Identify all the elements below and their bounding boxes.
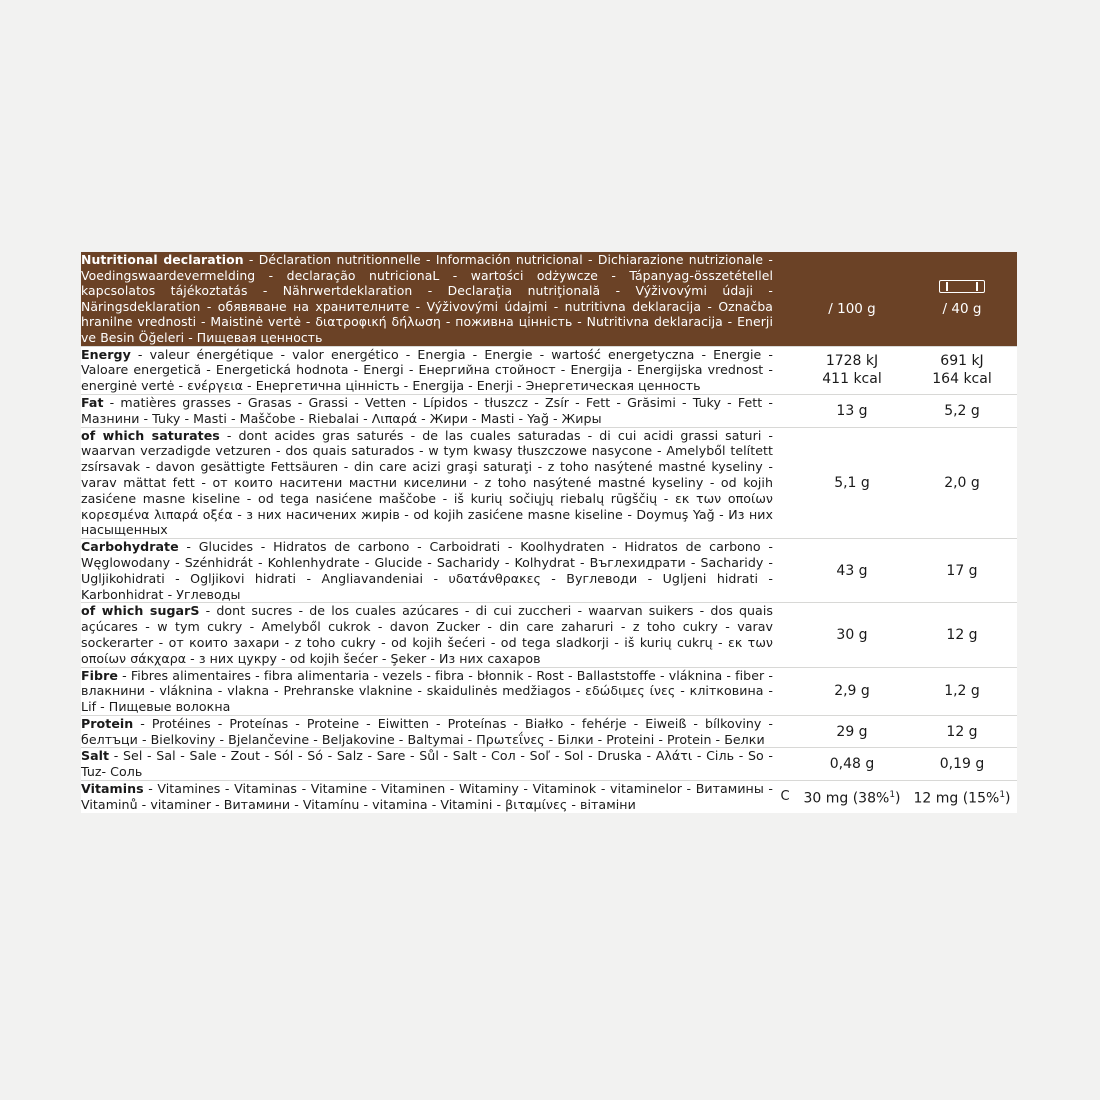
header-title-bold: Nutritional declaration [81, 252, 244, 267]
row-vitamin-salt [773, 748, 797, 781]
row-vitamin-fat [773, 394, 797, 427]
row-vitamin-letter: C [773, 781, 797, 813]
value-100g-protein: 29 g [797, 715, 907, 748]
value-100g-saturates: 5,1 g [797, 427, 907, 539]
table-row [81, 539, 1017, 603]
value-100g-carbohydrate: 43 g [797, 539, 907, 603]
value-40g-fat: 5,2 g [907, 394, 1017, 427]
nutrient-translations: - Fibres alimentaires - fibra alimentaria - vezels - fibra - błonnik - Rost - Ballaststoffe - vláknina - fiber - влакнини - vláknina - vlakna - Prehranske vlaknine - skaidulinės medžiagos - εδώδιμες ίνες - клітковина - Lif - Пищевые волокна [81, 667, 773, 715]
nutrient-translations: - dont sucres - de los cuales azúcares - di cui zuccheri - waarvan suikers - dos quais açúcares - w tym cukry - Amelyből cukrok - davon Zucker - din care zaharuri - z toho cukry - varav sockerarter - от които захари - z toho cukry - od kojih šećeri - od tega sladkorji - iš kurių cukrų - εκ των οποίων σάκχαρα - з них цукру - od kojih šećer - Şeker - Из них сахаров [81, 603, 773, 666]
value-40g-carbohydrate: 17 g [907, 539, 1017, 603]
value-40g-salt: 0,19 g [907, 748, 1017, 781]
table-row [81, 781, 1017, 813]
header-col-40g-label: / 40 g [942, 301, 982, 318]
nutrient-name: Salt [81, 748, 110, 764]
table-row [81, 667, 1017, 715]
row-label-sugars [81, 603, 773, 667]
nutrition-table-container [81, 252, 1017, 813]
table-row [81, 394, 1017, 427]
row-vitamin-sugars [773, 603, 797, 667]
cereal-bar-icon [939, 280, 985, 293]
row-label-fat [81, 394, 773, 427]
row-label-vitamins [81, 781, 773, 813]
nutrient-translations: - valeur énergétique - valor energético - Energia - Energie - wartość energetyczna - Energie - Valoare energetică - Energetická hodnota - Energi - Енергийна стойност - Energija - Energijska vrednost - energinė vertė - ενέργεια - Енергетична цінність - Energija - Enerji - Энергетическая ценность [81, 346, 773, 394]
nutrient-name: Fibre [81, 667, 118, 683]
table-header-row [81, 252, 1017, 346]
nutrient-name: Protein [81, 715, 134, 731]
table-row [81, 346, 1017, 394]
value-100g-sugars: 30 g [797, 603, 907, 667]
row-label-protein [81, 715, 773, 748]
nutrient-name: Energy [81, 346, 131, 362]
row-label-salt [81, 748, 773, 781]
table-row [81, 427, 1017, 539]
value-100g-salt: 0,48 g [797, 748, 907, 781]
value-40g-vitamins: 12 mg (15%$^1$) [907, 781, 1017, 813]
nutrient-name: Carbohydrate [81, 539, 179, 555]
row-label-fibre [81, 667, 773, 715]
nutrient-translations: - Protéines - Proteínas - Proteine - Eiwitten - Proteínas - Białko - fehérje - Eiweiß - bílkoviny - белтъци - Bielkoviny - Bjelančevine - Beljakovine - Baltymai - Πρωτεΐνες - Білки - Proteini - Protein - Белки [81, 715, 773, 747]
header-title-languages: - Déclaration nutritionnelle - Información nutricional - Dichiarazione nutrizionale - Voedingswaardevermelding - declaração nutricionaL - wartości odżywcze - Tápanyag-összetétellel kapcsolatos tájékoztatás - Nährwertdeklaration - Declaraţia nutriţională - Výživovými údaji - Näringsdeklaration - обявяване на хранителните - Výživovými údajmi - nutritivna deklaracija - Označba hranilne vrednosti - Maistinė vertė - διατροφική δήλωση - поживна цінність - Nutritivna deklaracija - Enerji ve Besin Öğeleri - Пищевая ценность [81, 252, 773, 345]
value-40g-fibre: 1,2 g [907, 667, 1017, 715]
nutrient-name: of which sugarS [81, 603, 200, 619]
row-vitamin-energy [773, 346, 797, 394]
nutrition-table [81, 252, 1017, 813]
nutrient-translations: - matières grasses - Grasas - Grassi - Vetten - Lípidos - tłuszcz - Zsír - Fett - Grăsimi - Tuky - Fett - Мазнини - Tuky - Masti - Maščobe - Riebalai - Λιπαρά - Жири - Masti - Yağ - Жиры [81, 394, 773, 426]
nutrient-name: of which saturates [81, 427, 220, 443]
row-vitamin-saturates [773, 427, 797, 539]
header-col-100g-label: / 100 g [828, 301, 876, 318]
nutrient-name: Vitamins [81, 781, 144, 797]
nutrient-translations: - Sel - Sal - Sale - Zout - Sól - Só - Salz - Sare - Sůl - Salt - Сол - Soľ - Sol - Druska - Αλάτι - Сіль - So - Tuz- Соль [81, 748, 773, 780]
value-40g-protein: 12 g [907, 715, 1017, 748]
value-40g-saturates: 2,0 g [907, 427, 1017, 539]
nutrient-name: Fat [81, 394, 104, 410]
table-row [81, 748, 1017, 781]
header-spacer-icon [797, 280, 907, 301]
table-row [81, 715, 1017, 748]
value-40g-energy: 691 kJ 164 kcal [907, 346, 1017, 394]
table-row [81, 603, 1017, 667]
nutrient-translations: - Vitamines - Vitaminas - Vitamine - Vitaminen - Witaminy - Vitaminok - vitaminelor - Витамины - Vitaminů - vitaminer - Витамини - Vitamínu - vitamina - Vitamini - βιταμίνες - вітаміни [81, 781, 773, 812]
header-declaration-text [81, 252, 773, 346]
value-100g-energy: 1728 kJ 411 kcal [797, 346, 907, 394]
nutrient-translations: - dont acides gras saturés - de las cuales saturadas - di cui acidi grassi saturi - waarvan verzadigde vetzuren - dos quais saturados - w tym kwasy tłuszczowe nasycone - Amelyből telített zsírsavak - davon gesättigte Fettsäuren - din care acizi graşi saturaţi - z toho nasýtené mastné kyseliny - varav mättat fett - от които наситени мастни киселини - z toho nasýtené mastné kyseliny - od kojih zasićene masne kiseline - od tega nasićene maščobe - iš kurių sočiųjų riebalų rūgščių - εκ των οποίων κορεσμένα λιπαρά οξέα - з них насичених жирів - od kojih zasićene masne kiseline - Doymuş Yağ - Из них насыщенных [81, 427, 773, 538]
value-100g-vitamins: 30 mg (38%$^1$) [797, 781, 907, 813]
row-vitamin-protein [773, 715, 797, 748]
row-vitamin-fibre [773, 667, 797, 715]
value-40g-sugars: 12 g [907, 603, 1017, 667]
row-vitamin-carbohydrate [773, 539, 797, 603]
value-100g-fibre: 2,9 g [797, 667, 907, 715]
row-label-energy [81, 346, 773, 394]
header-col-40g [907, 252, 1017, 346]
row-label-saturates [81, 427, 773, 539]
nutrient-translations: - Glucides - Hidratos de carbono - Carboidrati - Koolhydraten - Hidratos de carbono - Węglowodany - Szénhidrát - Kohlenhydrate - Glucide - Sacharidy - Kolhydrat - Въглехидрати - Sacharidy - Ugljikohidrati - Ogljikovi hidrati - Angliavandeniai - υδατάνθρακες - Вуглеводи - Ugljeni hidrati - Karbonhidrat - Углеводы [81, 539, 773, 602]
value-100g-fat: 13 g [797, 394, 907, 427]
header-col-100g [797, 252, 907, 346]
header-vitamin-spacer [773, 252, 797, 346]
row-label-carbohydrate [81, 539, 773, 603]
